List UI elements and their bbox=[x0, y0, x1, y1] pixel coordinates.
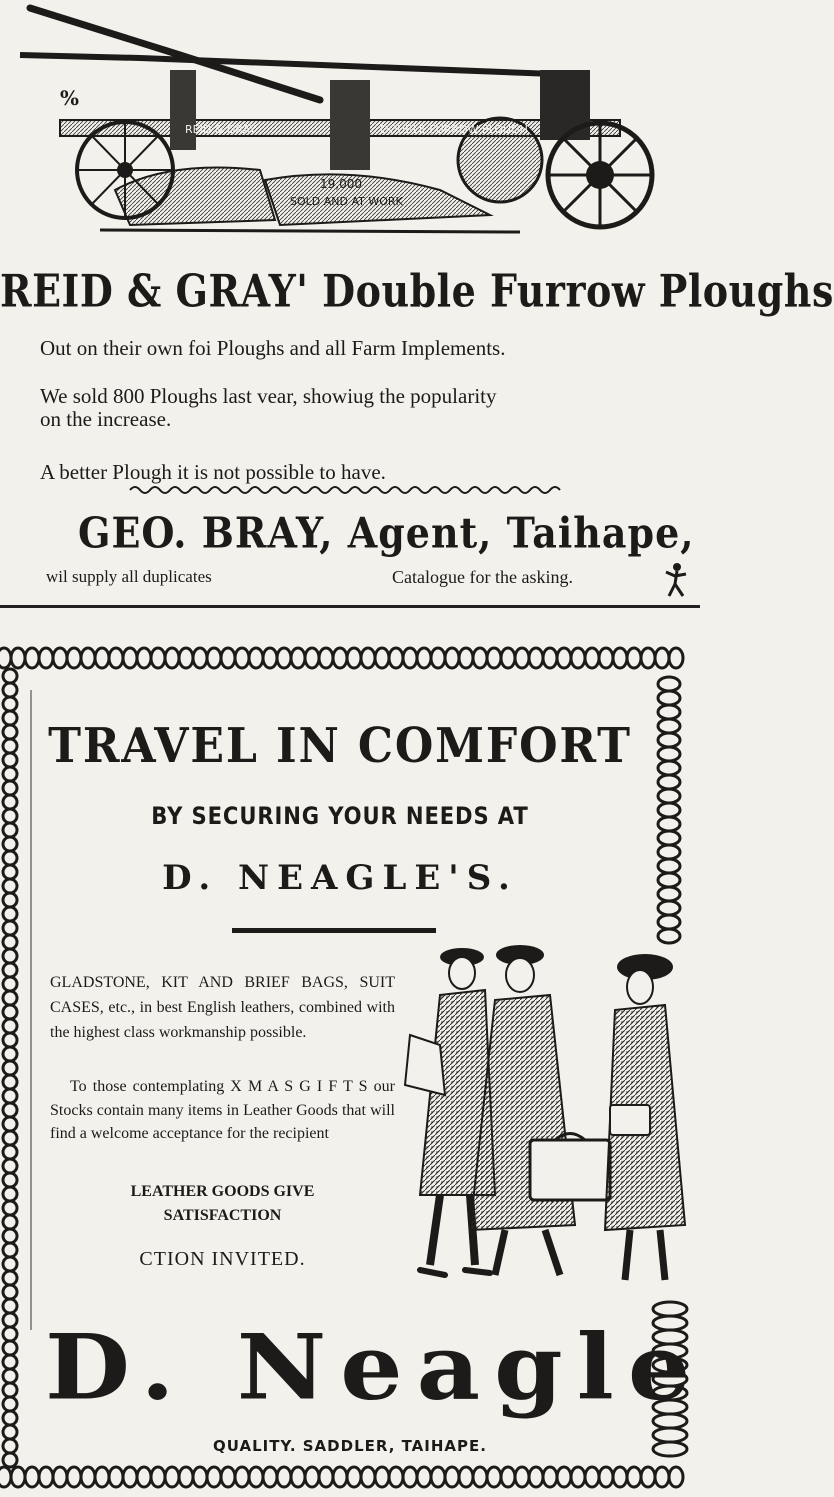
catalogue-line: Catalogue for the asking. bbox=[392, 567, 573, 587]
duplicates-line: wil supply all duplicates bbox=[46, 567, 212, 586]
plough-illustration bbox=[20, 0, 680, 245]
plough-headline: REID & GRAY' Double Furrow Ploughs bbox=[0, 263, 834, 318]
agent-line: GEO. BRAY, Agent, Taihape, bbox=[78, 507, 695, 558]
plate-reid-gray: REID & GRAY bbox=[185, 123, 256, 136]
securing-line: BY SECURING YOUR NEEDS AT bbox=[151, 802, 529, 830]
plate-plough: DOUBLE FURROW PLOUGH bbox=[380, 123, 528, 136]
ornamental-border-bottom bbox=[0, 1464, 680, 1490]
printer-figure-icon bbox=[662, 562, 690, 598]
inspection-invited-line: CTION INVITED. bbox=[139, 1248, 306, 1270]
line-better-plough: A better Plough it is not possible to have. bbox=[40, 460, 386, 484]
line-out-on-their-own: Out on their own foi Ploughs and all Farm Implements. bbox=[40, 336, 506, 360]
plate-count: 19,000 bbox=[320, 177, 362, 191]
svg-text:%: % bbox=[60, 86, 80, 110]
section-divider bbox=[0, 605, 700, 608]
shop-name-line: D. NEAGLE'S. bbox=[162, 858, 518, 898]
travel-title: TRAVEL IN COMFORT bbox=[48, 718, 632, 774]
inner-frame-rule bbox=[30, 690, 32, 1330]
ornamental-border-left bbox=[0, 672, 20, 1462]
line-on-the-increase: on the increase. bbox=[40, 407, 172, 431]
ornamental-border-top bbox=[0, 645, 680, 671]
leather-line-2: SATISFACTION bbox=[163, 1207, 282, 1224]
paragraph-bags: GLADSTONE, KIT AND BRIEF BAGS, SUIT CASES, etc., in best English leathers, combined with the highest class workmanship possible. bbox=[50, 974, 395, 1041]
leather-line-1: LEATHER GOODS GIVE bbox=[130, 1183, 315, 1200]
wavy-rule bbox=[130, 484, 560, 496]
short-rule bbox=[232, 928, 436, 933]
saddler-footer: QUALITY. SADDLER, TAIHAPE. bbox=[213, 1437, 487, 1455]
paragraph-xmas-gifts: To those contemplating X M A S G I F T S our Stocks contain many items in Leather Goods that will find a welcome acceptance for the recipient bbox=[50, 1078, 395, 1142]
ornamental-border-right bbox=[655, 680, 683, 938]
leather-goods-line bbox=[50, 1180, 395, 1228]
line-sold-800: We sold 800 Ploughs last vear, showiug the popularity bbox=[40, 384, 497, 408]
travellers-illustration bbox=[400, 935, 690, 1305]
neagle-name: D. Neagle bbox=[45, 1314, 705, 1421]
plate-sold: SOLD AND AT WORK bbox=[290, 195, 403, 208]
